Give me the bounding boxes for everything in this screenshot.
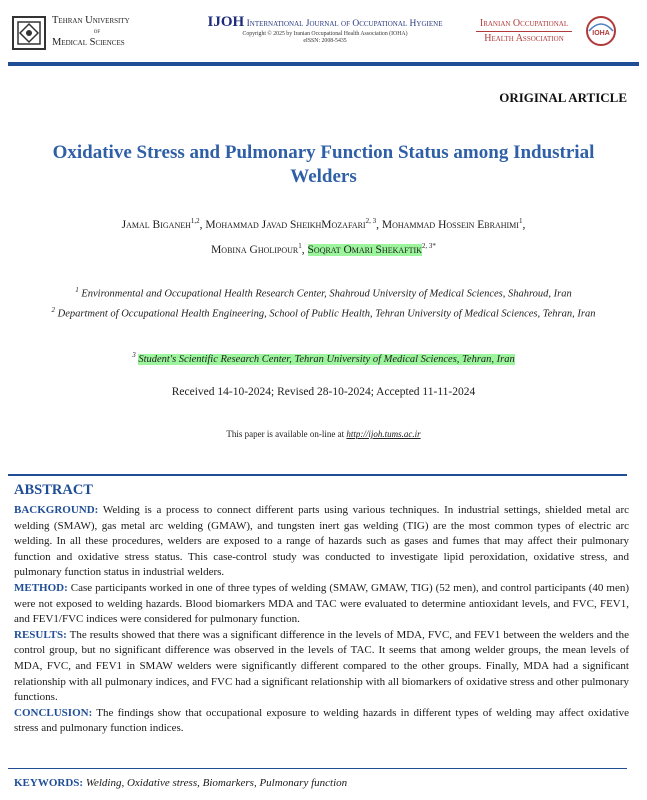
association-divider (476, 31, 572, 32)
author-name: Mohammad Javad SheikhMozafari (205, 218, 366, 231)
method-label: METHOD: (14, 581, 68, 594)
author-separator: , (199, 218, 206, 231)
abstract-body (14, 503, 629, 737)
association-name (470, 18, 578, 45)
journal-copyright: Copyright © 2025 by Iranian Occupational Health Association (IOHA) (242, 31, 408, 37)
university-line1: Tehran University (52, 15, 130, 26)
author-separator: , (522, 218, 526, 231)
author (205, 219, 381, 231)
keywords-divider (8, 768, 627, 769)
association-line2: Health Association (484, 33, 564, 44)
conclusion-label: CONCLUSION: (14, 706, 93, 719)
author-affiliation-ref: 1,2 (190, 217, 200, 225)
abstract-conclusion (14, 706, 629, 737)
affiliation-3 (14, 344, 633, 371)
journal-title-line (200, 14, 450, 31)
affiliation-text-highlighted: Student's Scientific Research Center, Tehran University of Medical Sciences, Tehran, Iran (138, 353, 515, 365)
author-affiliation-ref: 1 (518, 217, 523, 225)
results-label: RESULTS: (14, 628, 67, 641)
author-name: Mohammad Hossein Ebrahimi (381, 218, 519, 231)
conclusion-text: The findings show that occupational exposure to welding hazards in different types of welding may affect oxidative stress and pulmonary function indices. (14, 706, 629, 735)
author-affiliation-ref: 2, 3* (421, 241, 436, 250)
author-highlighted (308, 244, 422, 256)
journal-link[interactable]: http://ijoh.tums.ac.ir (346, 429, 421, 439)
method-text: Case participants worked in one of three types of welding (SMAW, GMAW, TIG) (52 men), and control participants (40 men) were not exposed to welding hazards. Blood biomarkers MDA and TAC were evaluated to determine antioxidant levels, and FVC, FEV1, and FEV1/FVC indices were considered for pulmonary function. (14, 581, 629, 626)
article-type-label: ORIGINAL ARTICLE (499, 90, 627, 105)
background-label: BACKGROUND: (14, 504, 99, 516)
author (122, 219, 206, 231)
results-text: The results showed that there was a significant difference in the levels of MDA, FVC, and FEV1 between the welders and the control group, but no significant difference was observed in the levels of TAC. It seems that among welder groups, the mean levels of MDA, FVC, and FEV1 in SMAW welders were significantly different compared to the other groups. Finally, MDA had a significant relationship with all pulmonary indices, and FVC had a significant relationship with all biomarkers of oxidative stress and other pulmonary functions. (14, 628, 629, 704)
author (211, 241, 308, 256)
keywords-label: KEYWORDS: (14, 777, 84, 789)
association-line1: Iranian Occupational (479, 18, 569, 29)
university-name (52, 15, 164, 48)
article-dates: Received 14-10-2024; Revised 28-10-2024; Accepted 11-11-2024 (171, 386, 476, 398)
affiliation-number: 1 (75, 286, 79, 294)
journal-issn: eISSN: 2008-5435 (303, 38, 347, 44)
author (382, 219, 525, 231)
author-name: Mobina Gholipour (211, 243, 299, 256)
journal-abbr: IJOH (207, 14, 245, 30)
university-line2: Medical Sciences (52, 37, 125, 48)
author-separator: , (376, 218, 382, 231)
abstract-method (14, 581, 629, 628)
online-text: This paper is available on-line at (226, 429, 345, 439)
header-divider (8, 62, 639, 66)
abstract-heading: ABSTRACT (14, 482, 93, 498)
affiliation-number: 3 (132, 351, 136, 359)
author-separator: , (301, 243, 308, 256)
association-logo-text: IOHA (592, 30, 610, 37)
journal-header (200, 14, 450, 45)
author-list (20, 211, 627, 261)
association-logo-icon (585, 15, 617, 47)
journal-name: International Journal of Occupational Hygiene (246, 19, 443, 29)
university-of: of (93, 27, 101, 35)
abstract-background (14, 503, 629, 581)
background-text: Welding is a process to connect different parts using various techniques. In industrial settings, shielded metal arc welding (SMAW), gas metal arc welding (GMAW), and tungsten inert gas welding (TIG) are the most common types of electric arc welding. In all these procedures, welders are exposed to a range of hazards such as gases and fumes that may affect their pulmonary function and oxidative stress status. This case-control study was conducted to investigate lipid peroxidation, oxidative stress, and pulmonary function status in industrial welders. (14, 504, 629, 579)
abstract-results (14, 628, 629, 706)
author-affiliation-ref: 1 (298, 241, 302, 250)
affiliation-number: 2 (51, 306, 55, 314)
keywords-value: Welding, Oxidative stress, Biomarkers, Pulmonary function (85, 777, 348, 789)
affiliation-2 (14, 301, 633, 324)
author-name: Soqrat Omari Shekaftik (307, 243, 422, 256)
article-title: Oxidative Stress and Pulmonary Function Status among Industrial Welders (52, 142, 595, 187)
affiliation-text: Department of Occupational Health Engineering, School of Public Health, Tehran University of Medical Sciences, Tehran, Iran (57, 308, 596, 320)
abstract-divider (8, 474, 627, 476)
affiliation-text: Environmental and Occupational Health Research Center, Shahroud University of Medical Sciences, Shahroud, Iran (81, 288, 572, 300)
online-availability (14, 429, 633, 439)
keywords (14, 777, 347, 789)
author-name: Jamal Biganeh (121, 218, 191, 231)
author-affiliation-ref: 2, 3 (365, 217, 377, 225)
